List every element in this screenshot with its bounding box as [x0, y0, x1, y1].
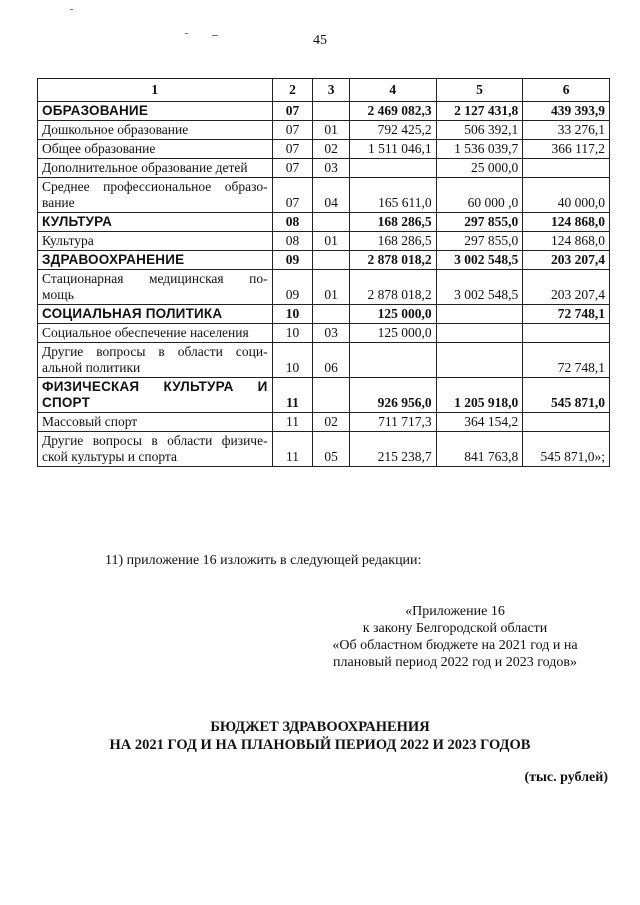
table-header-row	[38, 79, 610, 102]
value-2023: 366 117,2	[523, 140, 610, 159]
subsection-code: 02	[313, 140, 350, 159]
value-2023	[523, 413, 610, 432]
value-2023: 203 207,4	[523, 270, 610, 305]
value-2022	[436, 324, 523, 343]
column-header: 2	[272, 79, 313, 102]
value-2021: 2 878 018,2	[349, 270, 436, 305]
row-name-line: Другие вопросы в области соци-	[42, 344, 268, 359]
row-name: Социальное обеспечение населения	[38, 324, 273, 343]
row-name: ОБРАЗОВАНИЕ	[38, 102, 273, 121]
subsection-code: 03	[313, 324, 350, 343]
subsection-code: 03	[313, 159, 350, 178]
value-2022: 506 392,1	[436, 121, 523, 140]
heading-line: БЮДЖЕТ ЗДРАВООХРАНЕНИЯ	[210, 719, 430, 735]
value-2022: 364 154,2	[436, 413, 523, 432]
value-2023: 33 276,1	[523, 121, 610, 140]
value-2021	[349, 159, 436, 178]
row-name: КУЛЬТУРА	[38, 213, 273, 232]
section-code: 08	[272, 213, 313, 232]
table-row	[38, 270, 610, 305]
value-2022	[436, 305, 523, 324]
row-name	[38, 343, 273, 378]
value-2022: 1 205 918,0	[436, 378, 523, 413]
row-name: Культура	[38, 232, 273, 251]
subsection-code	[313, 102, 350, 121]
table-row	[38, 324, 610, 343]
value-2022: 60 000 ,0	[436, 178, 523, 213]
table-row	[38, 232, 610, 251]
row-name: Общее образование	[38, 140, 273, 159]
value-2022: 297 855,0	[436, 213, 523, 232]
section-code: 11	[272, 413, 313, 432]
column-header: 4	[349, 79, 436, 102]
subsection-code	[313, 305, 350, 324]
section-code: 07	[272, 102, 313, 121]
row-name: ЗДРАВООХРАНЕНИЕ	[38, 251, 273, 270]
units-label: (тыс. рублей)	[524, 770, 608, 785]
section-code: 08	[272, 232, 313, 251]
section-code: 10	[272, 324, 313, 343]
table-row	[38, 413, 610, 432]
subsection-code: 05	[313, 432, 350, 467]
column-header: 5	[436, 79, 523, 102]
value-2021: 168 286,5	[349, 213, 436, 232]
table-row	[38, 178, 610, 213]
appendix-reference	[300, 603, 610, 671]
value-2023: 124 868,0	[523, 232, 610, 251]
table-row	[38, 432, 610, 467]
value-2021: 125 000,0	[349, 324, 436, 343]
value-2021: 926 956,0	[349, 378, 436, 413]
row-name-line: мощь	[42, 287, 74, 302]
value-2022: 3 002 548,5	[436, 251, 523, 270]
row-name-line: альной политики	[42, 360, 141, 375]
appendix-line: «Приложение 16	[405, 604, 505, 619]
value-2023: 545 871,0	[523, 378, 610, 413]
section-code: 07	[272, 140, 313, 159]
appendix-line: «Об областном бюджете на 2021 год и на	[332, 638, 578, 653]
row-name	[38, 378, 273, 413]
value-2022: 1 536 039,7	[436, 140, 523, 159]
scan-artifact	[70, 9, 73, 10]
table-row	[38, 159, 610, 178]
row-name	[38, 432, 273, 467]
value-2023: 72 748,1	[523, 305, 610, 324]
row-name: СОЦИАЛЬНАЯ ПОЛИТИКА	[38, 305, 273, 324]
section-heading	[0, 718, 640, 754]
value-2023: 72 748,1	[523, 343, 610, 378]
column-header: 6	[523, 79, 610, 102]
value-2023: 439 393,9	[523, 102, 610, 121]
value-2023: 40 000,0	[523, 178, 610, 213]
value-2023: 124 868,0	[523, 213, 610, 232]
table-row	[38, 102, 610, 121]
subsection-code: 02	[313, 413, 350, 432]
value-2022	[436, 343, 523, 378]
value-2023: 203 207,4	[523, 251, 610, 270]
row-name-line: ФИЗИЧЕСКАЯ КУЛЬТУРА И	[42, 379, 268, 394]
row-name	[38, 178, 273, 213]
table-row	[38, 213, 610, 232]
subsection-code	[313, 251, 350, 270]
value-2023	[523, 324, 610, 343]
table-row	[38, 378, 610, 413]
row-name-line: СПОРТ	[42, 395, 91, 410]
section-code: 07	[272, 178, 313, 213]
subsection-code: 04	[313, 178, 350, 213]
section-code: 09	[272, 251, 313, 270]
table-row	[38, 251, 610, 270]
value-2023	[523, 159, 610, 178]
value-2021: 215 238,7	[349, 432, 436, 467]
section-code: 07	[272, 121, 313, 140]
value-2021: 2 878 018,2	[349, 251, 436, 270]
table-row	[38, 121, 610, 140]
subsection-code	[313, 378, 350, 413]
table-row	[38, 343, 610, 378]
value-2021: 125 000,0	[349, 305, 436, 324]
row-name-line: вание	[42, 195, 75, 210]
subsection-code: 01	[313, 121, 350, 140]
value-2022: 841 763,8	[436, 432, 523, 467]
appendix-line: плановый период 2022 год и 2023 годов»	[333, 655, 577, 670]
subsection-code: 01	[313, 270, 350, 305]
value-2023: 545 871,0»;	[523, 432, 610, 467]
section-code: 07	[272, 159, 313, 178]
table-row	[38, 140, 610, 159]
section-code: 10	[272, 343, 313, 378]
value-2021: 792 425,2	[349, 121, 436, 140]
subsection-code: 06	[313, 343, 350, 378]
section-code: 11	[272, 432, 313, 467]
value-2022: 297 855,0	[436, 232, 523, 251]
table-row	[38, 305, 610, 324]
column-header: 3	[313, 79, 350, 102]
value-2021: 168 286,5	[349, 232, 436, 251]
row-name-line: ской культуры и спорта	[42, 449, 177, 464]
amendment-paragraph: 11) приложение 16 изложить в следующей редакции:	[105, 553, 422, 568]
value-2021: 165 611,0	[349, 178, 436, 213]
column-header: 1	[38, 79, 273, 102]
row-name: Массовый спорт	[38, 413, 273, 432]
row-name-line: Среднее профессиональное образо-	[42, 179, 268, 194]
subsection-code: 01	[313, 232, 350, 251]
row-name-line: Другие вопросы в области физиче-	[42, 433, 268, 448]
value-2022: 3 002 548,5	[436, 270, 523, 305]
value-2021: 1 511 046,1	[349, 140, 436, 159]
heading-line: НА 2021 ГОД И НА ПЛАНОВЫЙ ПЕРИОД 2022 И 2023 ГОДОВ	[109, 737, 531, 753]
section-code: 09	[272, 270, 313, 305]
row-name	[38, 270, 273, 305]
appendix-line: к закону Белгородской области	[362, 621, 548, 636]
page-number: 45	[313, 33, 327, 48]
budget-table	[37, 78, 610, 467]
value-2021	[349, 343, 436, 378]
value-2022: 25 000,0	[436, 159, 523, 178]
row-name: Дополнительное образование детей	[38, 159, 273, 178]
subsection-code	[313, 213, 350, 232]
section-code: 11	[272, 378, 313, 413]
value-2021: 2 469 082,3	[349, 102, 436, 121]
row-name-line: Стационарная медицинская по-	[42, 271, 268, 286]
value-2021: 711 717,3	[349, 413, 436, 432]
section-code: 10	[272, 305, 313, 324]
row-name: Дошкольное образование	[38, 121, 273, 140]
value-2022: 2 127 431,8	[436, 102, 523, 121]
